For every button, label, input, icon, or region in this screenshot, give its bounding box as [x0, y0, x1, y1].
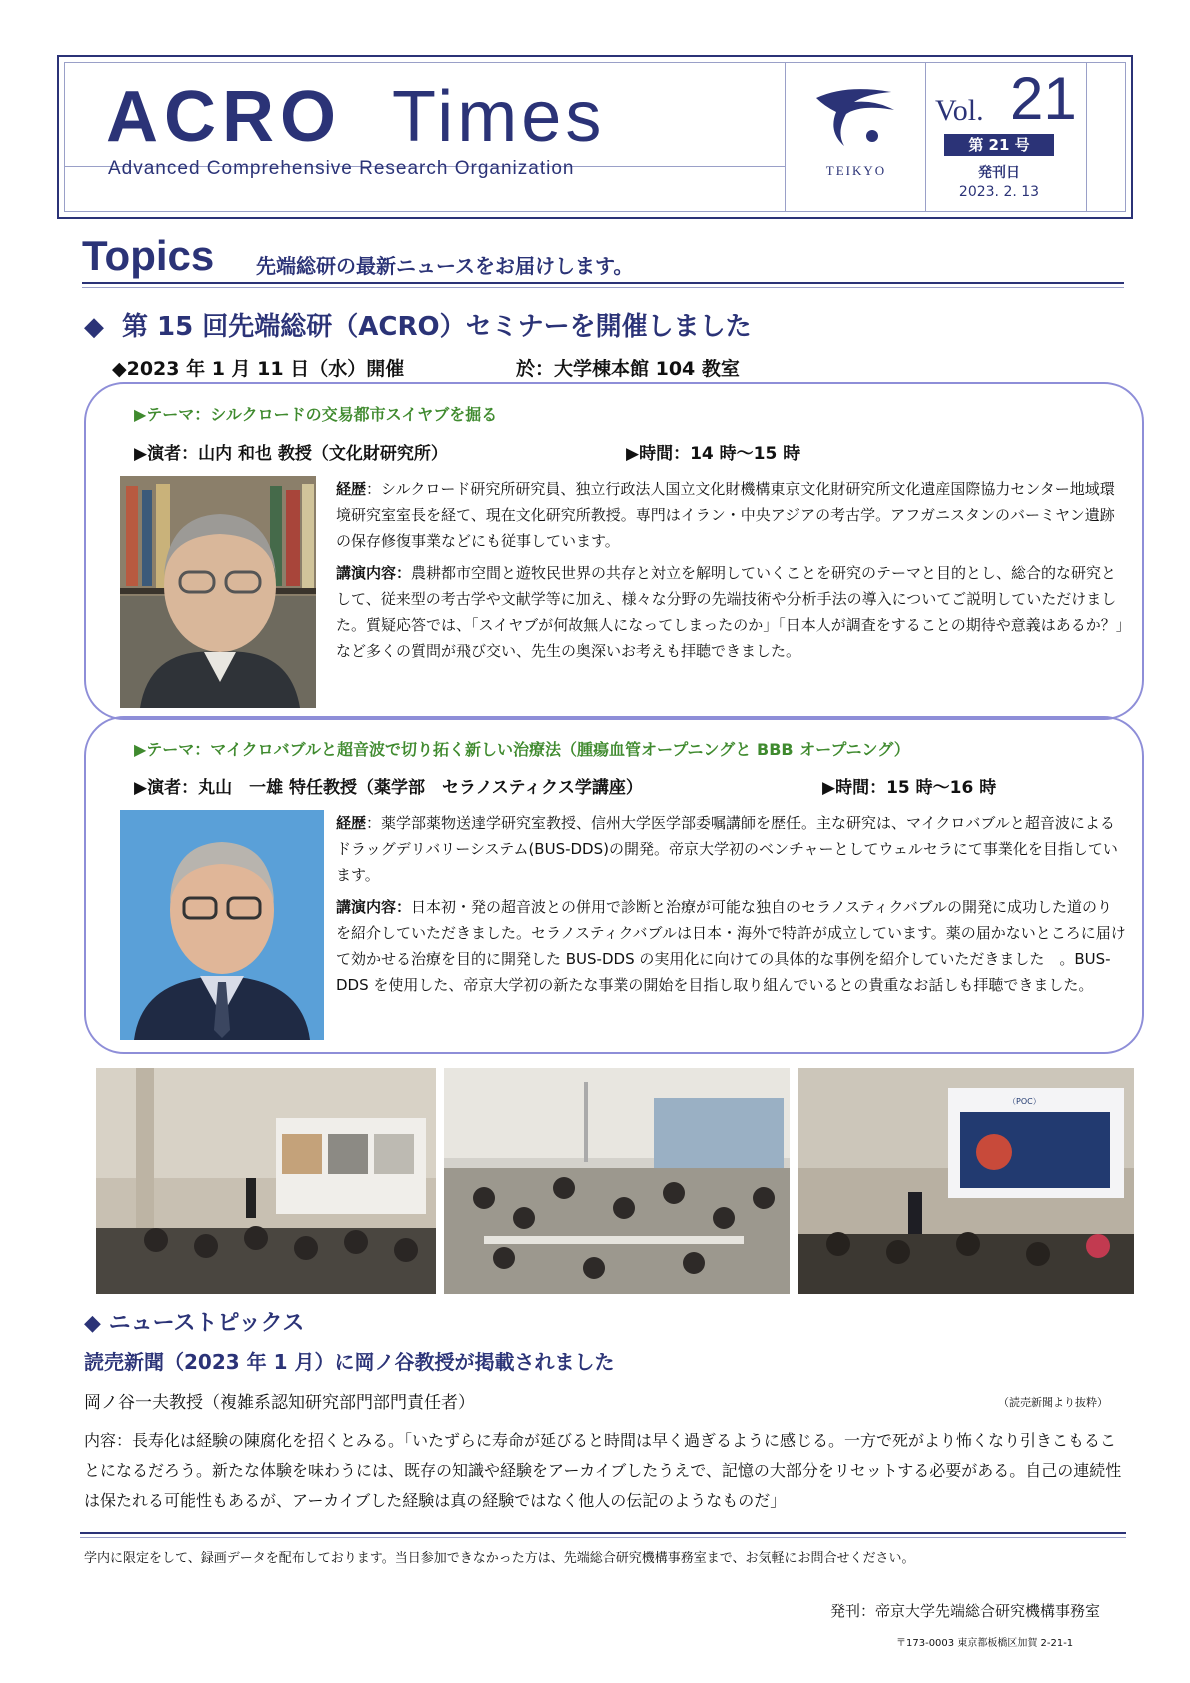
talk-1-bio-label: 経歴: [336, 480, 367, 498]
footer-address: 〒173-0003 東京都板橋区加賀 2-21-1: [896, 1638, 1074, 1649]
seminar-venue: 於：大学棟本館 104 教室: [516, 358, 740, 380]
talk-2-bio-text: ：薬学部薬物送達学研究室教授、信州大学医学部委嘱講師を歴任。主な研究は、マイクロバブルと超音波によるドラッグデリバリーシステム(BUS-DDS)の開発。帝京大学初のベンチャーとしてウェルセラにて事業化を目指しています。: [336, 814, 1118, 884]
masthead-title-light: Times: [392, 77, 606, 157]
masthead-title-bold: ACRO: [106, 77, 342, 157]
talk-1-content: [336, 560, 1126, 664]
diamond-bullet-icon: ◆: [84, 312, 104, 342]
topics-rule-thin: [82, 287, 1124, 288]
topics-rule: [82, 282, 1124, 284]
seminar-date: ◆2023 年 1 月 11 日（水）開催: [112, 358, 405, 380]
footer-rule-thin: [80, 1537, 1126, 1538]
seminar-title: 第 15 回先端総研（ACRO）セミナーを開催しました: [122, 312, 752, 342]
talk-1-bio-text: ：シルクロード研究所研究員、独立行政法人国立文化財機構東京文化財研究所文化遺産国際協力センター地域環境研究室室長を経て、現在文化研究所教授。専門はイラン・中央アジアの考古学。アフガニスタンのバーミヤン遺跡の保存修復事業などにも従事しています。: [336, 480, 1115, 550]
talk-1-content-text: 農耕都市空間と遊牧民世界の共存と対立を解明していくことを研究のテーマと目的とし、総合的な研究として、従来型の考古学や文献学等に加え、様々な分野の先端技術や分析手法の導入についてご説明していただけました。質疑応答では、「スイヤブが何故無人になってしまったのか」「日本人が調査をすることの期待や意義はあるか？」など多くの質問が飛び交い、先生の奥深いお考えも拝聴できました。: [336, 564, 1124, 660]
volume-number: 21: [1010, 65, 1077, 132]
news-content: 内容：長寿化は経験の陳腐化を招くとみる。「いたずらに寿命が延びると時間は早く過ぎるように感じる。一方で死がより怖くなり引きこもることになるだろう。新たな体験を味わうには、既存の知識や経験をアーカイブしたうえで、記憶の大部分をリセットする必要がある。自己の連続性は保たれる可能性もあるが、アーカイブした経験は真の経験ではなく他人の伝記のようなものだ」: [84, 1431, 1122, 1510]
volume-label: Vol.: [935, 94, 984, 127]
talk-2-content: [336, 894, 1126, 998]
topics-heading: Topics: [82, 232, 215, 279]
news-source: （読売新聞より抜粋）: [998, 1396, 1108, 1409]
footer-rule: [80, 1532, 1126, 1534]
talk-2-time: ▶時間：15 時～16 時: [822, 778, 997, 798]
topics-subheading: 先端総研の最新ニュースをお届けします。: [256, 254, 634, 278]
issue-date: 2023. 2. 13: [958, 184, 1040, 200]
issue-badge: 第 21 号: [944, 134, 1054, 156]
event-photo-2: [444, 1068, 790, 1294]
masthead-subtitle: Advanced Comprehensive Research Organization: [108, 158, 575, 179]
news-headline: 読売新聞（2023 年 1 月）に岡ノ谷教授が掲載されました: [84, 1350, 615, 1374]
volume-side-strip: [1086, 62, 1126, 212]
talk-2-theme: ▶テーマ：マイクロバブルと超音波で切り拓く新しい治療法（腫瘍血管オープニングと BBB オープニング）: [134, 740, 910, 759]
talk-2-speaker: ▶演者：丸山 一雄 特任教授（薬学部 セラノスティクス学講座）: [134, 778, 643, 798]
talk-1-time: ▶時間：14 時～15 時: [626, 444, 801, 464]
news-person: 岡ノ谷一夫教授（複雑系認知研究部門部門責任者）: [84, 1393, 475, 1413]
footer-notice: 学内に限定をして、録画データを配布しております。当日参加できなかった方は、先端総合研究機構事務室まで、お気軽にお問合せください。: [84, 1551, 915, 1566]
talk-1-theme: ▶テーマ：シルクロードの交易都市スイヤブを掘る: [134, 405, 498, 424]
slide-heading: （POC）: [1008, 1097, 1041, 1106]
logo-text: TEIKYO: [825, 163, 887, 178]
talk-2-content-label: 講演内容：: [336, 898, 412, 916]
speaker-2-photo: [120, 810, 324, 1040]
talk-2-content-text: 日本初・発の超音波との併用で診断と治療が可能な独自のセラノスティクバブルの開発に成功した道のりを紹介していただきました。セラノスティクバブルは日本・海外で特許が成立しています。薬の届かないところに届けて効かせる治療を目的に開発した BUS-DDS の実用化に向けての具体的な事例を紹介していただきました 。BUS-DDS を使用した、帝京大学初の新たな事業の開始を目指し取り組んでいるとの貴重なお話しも拝聴できました。: [336, 898, 1126, 994]
event-photo-1: [96, 1068, 436, 1294]
footer-publisher: 発刊：帝京大学先端総合研究機構事務室: [830, 1602, 1101, 1620]
talk-1-bio: [336, 476, 1126, 554]
talk-2-bio: [336, 810, 1126, 888]
teikyo-logo-icon: [806, 80, 906, 160]
seminar-title-row: [84, 306, 752, 343]
event-photo-3: [798, 1068, 1134, 1294]
talk-2-bio-label: 経歴: [336, 814, 367, 832]
issue-date-label: 発刊日: [978, 165, 1020, 181]
talk-1-content-label: 講演内容：: [336, 564, 412, 582]
talk-1-speaker: ▶演者：山内 和也 教授（文化財研究所）: [134, 444, 448, 464]
speaker-1-photo: [120, 476, 316, 708]
news-heading: ◆ ニューストピックス: [84, 1311, 305, 1336]
